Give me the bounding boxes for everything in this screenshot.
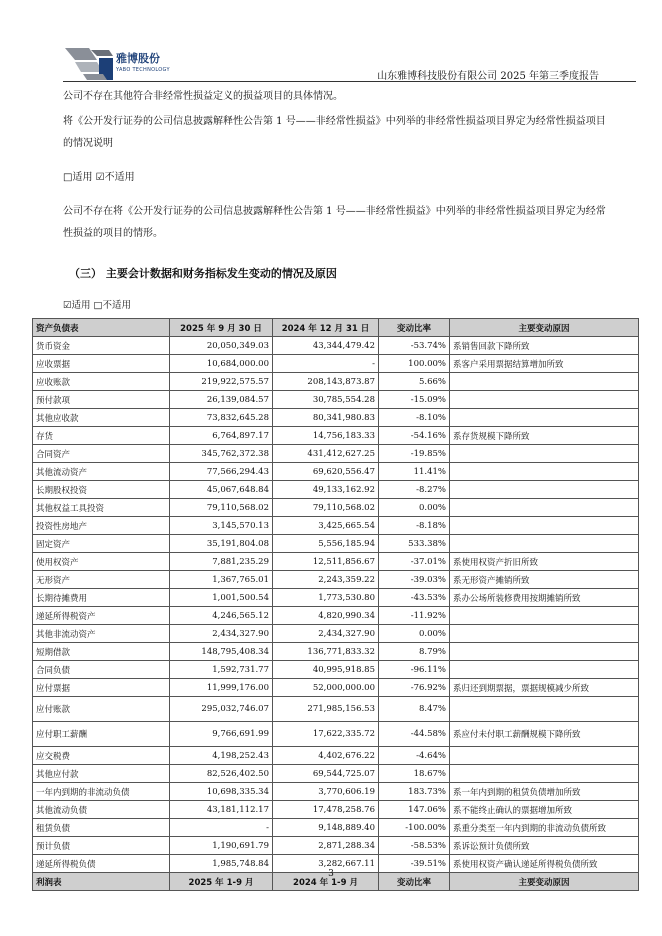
table-row xyxy=(33,517,639,535)
current-value-cell: 79,110,568.02 xyxy=(170,499,273,517)
current-value-cell: 345,762,372.38 xyxy=(170,445,273,463)
reason-cell: 系重分类至一年内到期的非流动负债所致 xyxy=(450,819,639,837)
change-rate-cell: -100.00% xyxy=(379,819,450,837)
table-row xyxy=(33,765,639,783)
brand-name: 雅博股份 xyxy=(116,52,160,65)
current-value-cell: 73,832,645.28 xyxy=(170,409,273,427)
change-rate-cell: -19.85% xyxy=(379,445,450,463)
header-cell: 主要变动原因 xyxy=(450,319,639,337)
change-rate-cell: -53.74% xyxy=(379,337,450,355)
row-label-cell: 应付票据 xyxy=(33,679,170,697)
reason-cell xyxy=(450,747,639,765)
table-header-row xyxy=(33,319,639,337)
reason-cell: 系一年内到期的租赁负债增加所致 xyxy=(450,783,639,801)
current-value-cell: 10,684,000.00 xyxy=(170,355,273,373)
change-rate-cell: 11.41% xyxy=(379,463,450,481)
current-value-cell: 10,698,335.34 xyxy=(170,783,273,801)
current-value-cell: 1,190,691.79 xyxy=(170,837,273,855)
prior-value-cell: 69,544,725.07 xyxy=(273,765,379,783)
header-cell: 2025 年 1-9 月 xyxy=(170,873,273,891)
current-value-cell: 35,191,804.08 xyxy=(170,535,273,553)
current-value-cell: 82,526,402.50 xyxy=(170,765,273,783)
reason-cell: 系销售回款下降所致 xyxy=(450,337,639,355)
table-row xyxy=(33,571,639,589)
prior-value-cell: 271,985,156.53 xyxy=(273,697,379,722)
prior-value-cell: 3,425,665.54 xyxy=(273,517,379,535)
reason-cell xyxy=(450,765,639,783)
change-rate-cell: 8.47% xyxy=(379,697,450,722)
row-label-cell: 合同负债 xyxy=(33,661,170,679)
prior-value-cell: 5,556,185.94 xyxy=(273,535,379,553)
header-cell: 2024 年 1-9 月 xyxy=(273,873,379,891)
row-label-cell: 其他应付款 xyxy=(33,765,170,783)
table-row xyxy=(33,607,639,625)
row-label-cell: 应付账款 xyxy=(33,697,170,722)
prior-value-cell: 3,770,606.19 xyxy=(273,783,379,801)
reason-cell xyxy=(450,481,639,499)
row-label-cell: 应收票据 xyxy=(33,355,170,373)
table-row xyxy=(33,589,639,607)
row-label-cell: 应付职工薪酬 xyxy=(33,722,170,747)
row-label-cell: 其他应收款 xyxy=(33,409,170,427)
current-value-cell: 43,181,112.17 xyxy=(170,801,273,819)
header-cell: 2024 年 12 月 31 日 xyxy=(273,319,379,337)
prior-value-cell: 3,282,667.11 xyxy=(273,855,379,873)
change-rate-cell: -8.27% xyxy=(379,481,450,499)
row-label-cell: 货币资金 xyxy=(33,337,170,355)
reason-cell xyxy=(450,391,639,409)
current-value-cell: 295,032,746.07 xyxy=(170,697,273,722)
prior-value-cell: 136,771,833.32 xyxy=(273,643,379,661)
current-value-cell: 77,566,294.43 xyxy=(170,463,273,481)
section-title: （三） 主要会计数据和财务指标发生变动的情况及原因 xyxy=(69,267,337,280)
reason-cell xyxy=(450,517,639,535)
change-rate-cell: -11.92% xyxy=(379,607,450,625)
current-value-cell: 4,198,252.43 xyxy=(170,747,273,765)
prior-value-cell: 2,434,327.90 xyxy=(273,625,379,643)
row-label-cell: 其他非流动资产 xyxy=(33,625,170,643)
prior-value-cell: 17,622,335.72 xyxy=(273,722,379,747)
row-label-cell: 应收账款 xyxy=(33,373,170,391)
header-divider xyxy=(63,81,636,82)
applicability-checkbox-line: □适用 ☑不适用 xyxy=(63,172,135,183)
balance-sheet-changes-table xyxy=(32,318,639,891)
current-value-cell: 2,434,327.90 xyxy=(170,625,273,643)
header-cell: 变动比率 xyxy=(379,873,450,891)
company-logo xyxy=(63,46,203,82)
section-applicability: ☑适用 □不适用 xyxy=(63,300,132,311)
change-rate-cell: -4.64% xyxy=(379,747,450,765)
reason-cell xyxy=(450,499,639,517)
table-row xyxy=(33,819,639,837)
change-rate-cell: -8.10% xyxy=(379,409,450,427)
reason-cell: 系不能终止确认的票据增加所致 xyxy=(450,801,639,819)
row-label-cell: 存货 xyxy=(33,427,170,445)
row-label-cell: 短期借款 xyxy=(33,643,170,661)
change-rate-cell: -8.18% xyxy=(379,517,450,535)
change-rate-cell: 0.00% xyxy=(379,625,450,643)
paragraph-other-items: 公司不存在其他符合非经常性损益定义的损益项目的具体情况。 xyxy=(63,91,343,102)
change-rate-cell: 18.67% xyxy=(379,765,450,783)
row-label-cell: 其他流动负债 xyxy=(33,801,170,819)
prior-value-cell: 1,773,530.80 xyxy=(273,589,379,607)
brand-name-en: YABO TECHNOLOGY xyxy=(116,67,170,73)
reason-cell xyxy=(450,445,639,463)
prior-value-cell: 9,148,889.40 xyxy=(273,819,379,837)
prior-value-cell: 2,243,359.22 xyxy=(273,571,379,589)
row-label-cell: 预付款项 xyxy=(33,391,170,409)
page-number: 3 xyxy=(328,869,334,879)
current-value-cell: 3,145,570.13 xyxy=(170,517,273,535)
change-rate-cell: 0.00% xyxy=(379,499,450,517)
reason-cell: 系使用权资产折旧所致 xyxy=(450,553,639,571)
row-label-cell: 应交税费 xyxy=(33,747,170,765)
table-row xyxy=(33,535,639,553)
prior-value-cell: 52,000,000.00 xyxy=(273,679,379,697)
reason-cell: 系使用权资产确认递延所得税负债所致 xyxy=(450,855,639,873)
reason-cell xyxy=(450,463,639,481)
row-label-cell: 递延所得税负债 xyxy=(33,855,170,873)
row-label-cell: 投资性房地产 xyxy=(33,517,170,535)
prior-value-cell: 2,871,288.34 xyxy=(273,837,379,855)
change-rate-cell: -37.01% xyxy=(379,553,450,571)
table-row xyxy=(33,463,639,481)
change-rate-cell: -44.58% xyxy=(379,722,450,747)
header-cell: 资产负债表 xyxy=(33,319,170,337)
table-row xyxy=(33,837,639,855)
table-row xyxy=(33,783,639,801)
table-row xyxy=(33,625,639,643)
row-label-cell: 租赁负债 xyxy=(33,819,170,837)
table-row xyxy=(33,747,639,765)
prior-value-cell: 49,133,162.92 xyxy=(273,481,379,499)
row-label-cell: 其他流动资产 xyxy=(33,463,170,481)
change-rate-cell: 8.79% xyxy=(379,643,450,661)
prior-value-cell: 4,820,990.34 xyxy=(273,607,379,625)
table-row xyxy=(33,697,639,722)
reason-cell xyxy=(450,409,639,427)
row-label-cell: 使用权资产 xyxy=(33,553,170,571)
reason-cell xyxy=(450,373,639,391)
table-row xyxy=(33,679,639,697)
prior-value-cell: 17,478,258.76 xyxy=(273,801,379,819)
table-row xyxy=(33,481,639,499)
row-label-cell: 合同资产 xyxy=(33,445,170,463)
prior-value-cell: 14,756,183.33 xyxy=(273,427,379,445)
reason-cell: 系无形资产摊销所致 xyxy=(450,571,639,589)
change-rate-cell: -58.53% xyxy=(379,837,450,855)
paragraph-reclassification-statement: 公司不存在将《公开发行证券的公司信息披露解释性公告第 1 号——非经常性损益》中列举的非经常性损益项目界定为经常性损益的项目的情形。 xyxy=(63,206,606,239)
table-row xyxy=(33,722,639,747)
table-row xyxy=(33,553,639,571)
table-row xyxy=(33,661,639,679)
reason-cell xyxy=(450,643,639,661)
reason-cell xyxy=(450,661,639,679)
change-rate-cell: -76.92% xyxy=(379,679,450,697)
reason-cell xyxy=(450,625,639,643)
change-rate-cell: -54.16% xyxy=(379,427,450,445)
current-value-cell: 1,985,748.84 xyxy=(170,855,273,873)
prior-value-cell: 79,110,568.02 xyxy=(273,499,379,517)
current-value-cell: - xyxy=(170,819,273,837)
change-rate-cell: 533.38% xyxy=(379,535,450,553)
header-cell: 利润表 xyxy=(33,873,170,891)
paragraph-reclassification-heading: 将《公开发行证券的公司信息披露解释性公告第 1 号——非经常性损益》中列举的非经常性损益项目界定为经常性损益项目的情况说明 xyxy=(63,116,606,149)
change-rate-cell: -43.53% xyxy=(379,589,450,607)
table-row xyxy=(33,801,639,819)
current-value-cell: 6,764,897.17 xyxy=(170,427,273,445)
table-row xyxy=(33,337,639,355)
row-label-cell: 递延所得税资产 xyxy=(33,607,170,625)
prior-value-cell: 12,511,856.67 xyxy=(273,553,379,571)
prior-value-cell: 4,402,676.22 xyxy=(273,747,379,765)
change-rate-cell: -39.51% xyxy=(379,855,450,873)
row-label-cell: 其他权益工具投资 xyxy=(33,499,170,517)
prior-value-cell: 69,620,556.47 xyxy=(273,463,379,481)
prior-value-cell: 30,785,554.28 xyxy=(273,391,379,409)
current-value-cell: 1,592,731.77 xyxy=(170,661,273,679)
current-value-cell: 148,795,408.34 xyxy=(170,643,273,661)
current-value-cell: 7,881,235.29 xyxy=(170,553,273,571)
current-value-cell: 219,922,575.57 xyxy=(170,373,273,391)
reason-cell: 系客户采用票据结算增加所致 xyxy=(450,355,639,373)
reason-cell xyxy=(450,697,639,722)
reason-cell xyxy=(450,607,639,625)
header-cell: 变动比率 xyxy=(379,319,450,337)
reason-cell: 系应付未付职工薪酬规模下降所致 xyxy=(450,722,639,747)
row-label-cell: 预计负债 xyxy=(33,837,170,855)
prior-value-cell: 40,995,918.85 xyxy=(273,661,379,679)
current-value-cell: 45,067,648.84 xyxy=(170,481,273,499)
reason-cell: 系归还到期票据，票据规模减少所致 xyxy=(450,679,639,697)
current-value-cell: 11,999,176.00 xyxy=(170,679,273,697)
change-rate-cell: 5.66% xyxy=(379,373,450,391)
current-value-cell: 4,246,565.12 xyxy=(170,607,273,625)
reason-cell: 系办公场所装修费用按期摊销所致 xyxy=(450,589,639,607)
change-rate-cell: 147.06% xyxy=(379,801,450,819)
current-value-cell: 1,001,500.54 xyxy=(170,589,273,607)
prior-value-cell: 80,341,980.83 xyxy=(273,409,379,427)
change-rate-cell: -39.03% xyxy=(379,571,450,589)
change-rate-cell: -96.11% xyxy=(379,661,450,679)
current-value-cell: 1,367,765.01 xyxy=(170,571,273,589)
table-row xyxy=(33,355,639,373)
table-row xyxy=(33,643,639,661)
row-label-cell: 固定资产 xyxy=(33,535,170,553)
logo-mark-icon xyxy=(63,46,115,82)
prior-value-cell: - xyxy=(273,355,379,373)
reason-cell: 系存货规模下降所致 xyxy=(450,427,639,445)
table-row xyxy=(33,499,639,517)
table-row xyxy=(33,373,639,391)
prior-value-cell: 43,344,479.42 xyxy=(273,337,379,355)
change-rate-cell: 183.73% xyxy=(379,783,450,801)
row-label-cell: 一年内到期的非流动负债 xyxy=(33,783,170,801)
change-rate-cell: 100.00% xyxy=(379,355,450,373)
current-value-cell: 26,139,084.57 xyxy=(170,391,273,409)
table-row xyxy=(33,391,639,409)
reason-cell: 系诉讼预计负债所致 xyxy=(450,837,639,855)
prior-value-cell: 208,143,873.87 xyxy=(273,373,379,391)
table-row xyxy=(33,445,639,463)
prior-value-cell: 431,412,627.25 xyxy=(273,445,379,463)
row-label-cell: 无形资产 xyxy=(33,571,170,589)
table-row xyxy=(33,427,639,445)
row-label-cell: 长期股权投资 xyxy=(33,481,170,499)
table-row xyxy=(33,409,639,427)
header-cell: 2025 年 9 月 30 日 xyxy=(170,319,273,337)
current-value-cell: 9,766,691.99 xyxy=(170,722,273,747)
current-value-cell: 20,050,349.03 xyxy=(170,337,273,355)
change-rate-cell: -15.09% xyxy=(379,391,450,409)
header-cell: 主要变动原因 xyxy=(450,873,639,891)
row-label-cell: 长期待摊费用 xyxy=(33,589,170,607)
report-title: 山东雅博科技股份有限公司 2025 年第三季度报告 xyxy=(377,71,599,82)
reason-cell xyxy=(450,535,639,553)
